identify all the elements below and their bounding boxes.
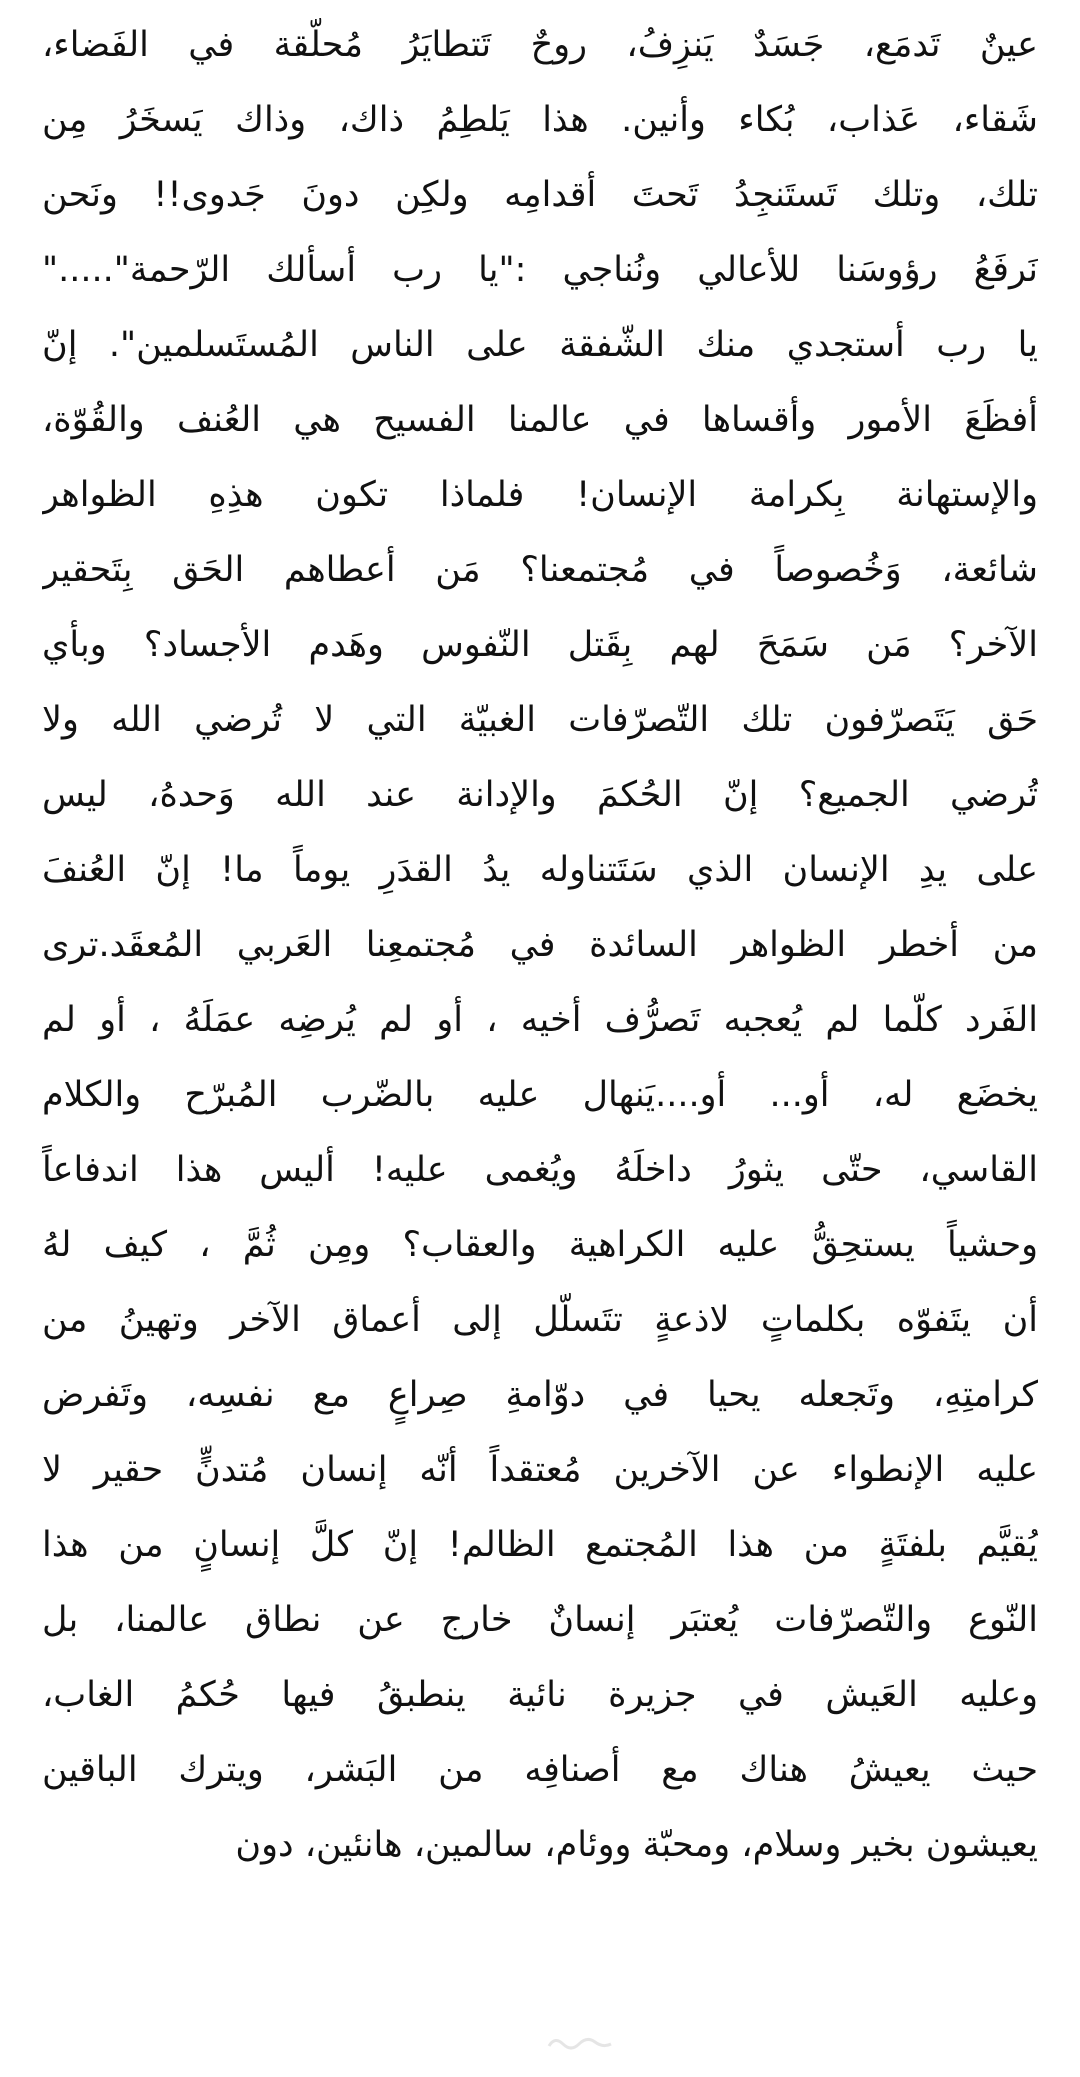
text-line: والإستهانة بِكرامة الإنسان! فلماذا تكون هذِهِ الظواهر (42, 475, 1038, 515)
text-line: وحشياً يستحِقُّ عليه الكراهية والعقاب؟ ومِن ثُمَّ ، كيف لهُ (42, 1225, 1038, 1265)
text-line: أفظَعَ الأمور وأقساها في عالمنا الفسيح هي العُنف والقُوّة، (42, 400, 1038, 440)
text-line: عليه الإنطواء عن الآخرين مُعتقداً أنّه إنسان مُتدنٍّ حقير لا (42, 1450, 1038, 1490)
text-line: يُقيَّم بلفتَةٍ من هذا المُجتمع الظالم! إنّ كلَّ إنسانٍ من هذا (42, 1525, 1038, 1565)
text-line: على يدِ الإنسان الذي سَتَتناوله يدُ القدَرِ يوماً ما! إنّ العُنفَ (42, 850, 1038, 890)
text-line: عينٌ تَدمَع، جَسَدٌ يَنزِفُ، روحٌ تَتطايَرُ مُحلّقة في الفَضاء، (42, 25, 1038, 65)
text-line: الفَرد كلّما لم يُعجبه تَصرُّف أخيه ، أو لم يُرضِه عمَلَهُ ، أو لم (42, 1000, 1038, 1040)
text-line: النّوع والتّصرّفات يُعتبَر إنسانٌ خارج عن نطاق عالمنا، بل (42, 1600, 1038, 1640)
watermark-logo-icon (545, 2032, 615, 2052)
text-line: تُرضي الجميع؟ إنّ الحُكمَ والإدانة عند الله وَحدهُ، ليس (42, 775, 1038, 815)
text-line: من أخطر الظواهر السائدة في مُجتمعِنا العَربي المُعقَد.ترى (42, 925, 1038, 965)
text-line: الآخر؟ مَن سَمَحَ لهم بِقَتل النّفوس وهَدم الأجساد؟ وبأي (42, 625, 1038, 665)
text-line: كرامتِهِ، وتَجعله يحيا في دوّامةِ صِراعٍ مع نفسِه، وتَفرض (42, 1375, 1038, 1415)
text-line: يا رب أستجدي منك الشّفقة على الناس المُستَسلمين". إنّ (42, 325, 1038, 365)
text-line: شائعة، وَخُصوصاً في مُجتمعنا؟ مَن أعطاهم الحَق بِتَحقير (42, 550, 1038, 590)
text-line: يعيشون بخير وسلام، ومحبّة ووئام، سالمين، هانئين، دون (235, 1825, 1038, 1865)
text-line: تلك، وتلك تَستَنجِدُ تَحتَ أقدامِه ولكِن دونَ جَدوى!! ونَحن (42, 175, 1038, 215)
text-line: يخضَع له، أو... أو....يَنهال عليه بالضّرب المُبرّح والكلام (42, 1075, 1038, 1115)
text-line: حيث يعيشُ هناك مع أصنافِه من البَشر، ويترك الباقين (42, 1750, 1038, 1790)
text-line: وعليه العَيش في جزيرة نائية ينطبقُ فيها حُكمُ الغاب، (42, 1675, 1038, 1715)
article-text (42, 8, 1038, 1883)
text-line: حَق يَتَصرّفون تلك التّصرّفات الغبيّة التي لا تُرضي الله ولا (42, 700, 1038, 740)
text-line: القاسي، حتّى يثورُ داخلَهُ ويُغمى عليه! أليس هذا اندفاعاً (42, 1150, 1038, 1190)
text-line: شَقاء، عَذاب، بُكاء وأنين. هذا يَلطِمُ ذاك، وذاك يَسخَرُ مِن (42, 100, 1038, 140)
text-line: نَرفَعُ رؤوسَنا للأعالي ونُناجي :"يا رب أسألك الرّحمة"....." (42, 250, 1038, 290)
text-line: أن يتَفوّه بكلماتٍ لاذعةٍ تتَسلّل إلى أعماق الآخر وتهينُ من (42, 1300, 1038, 1340)
